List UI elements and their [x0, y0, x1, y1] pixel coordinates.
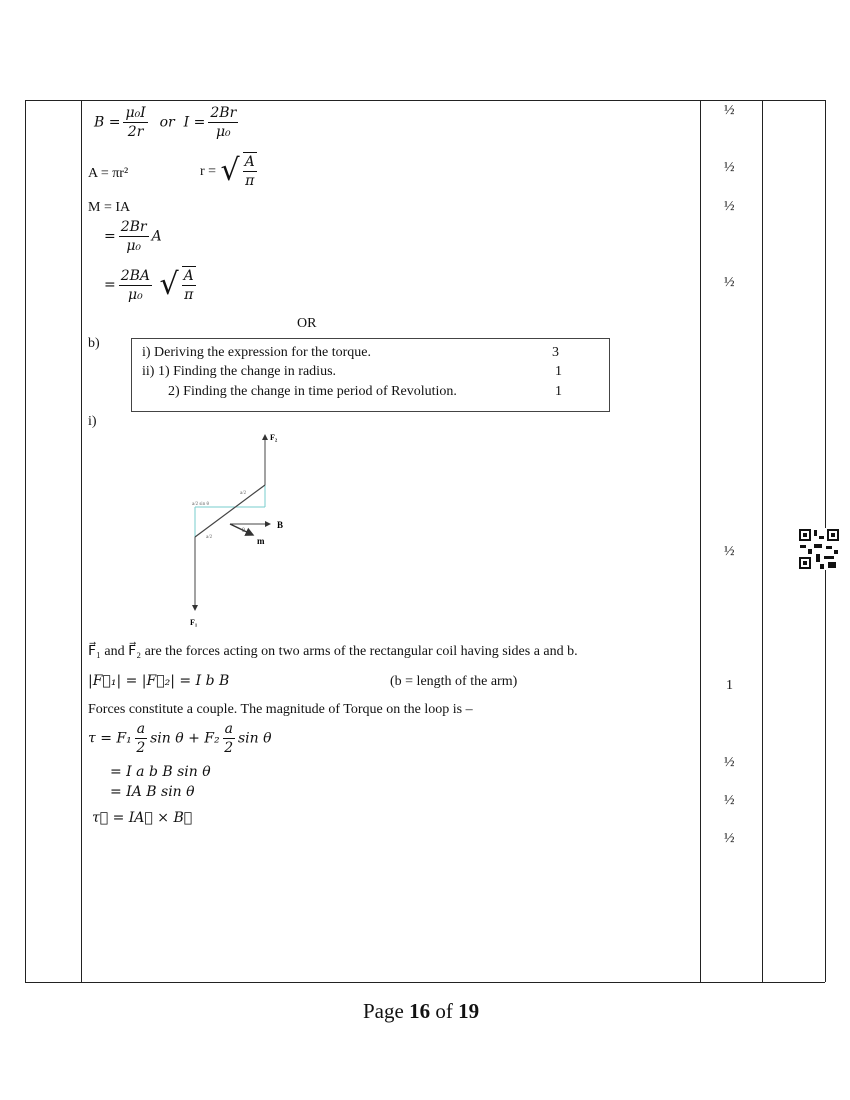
mark-value: ½: [724, 275, 735, 290]
force-magnitude-equation: |F⃗₁| = |F⃗₂| = I b B: [88, 673, 230, 689]
marking-scheme-box: [131, 338, 610, 412]
column-divider: [25, 100, 26, 982]
table-top-border: [25, 100, 825, 101]
theta-label: θ: [242, 528, 245, 534]
coil-side: [195, 485, 265, 537]
torque-diagram: [170, 420, 300, 635]
equation-b-field: B = $\frac{\text{μ₀I}}{2r}$ or I = $\frac{2Br}{\text{μ₀}}$: [94, 105, 237, 140]
equation-moment-step1: = $\frac{2Br}{\text{μ₀}}$ A: [104, 219, 162, 254]
a2sin-label: a/2 sin θ: [192, 502, 209, 507]
torque-step1: = I a b B sin θ: [110, 764, 211, 780]
torque-equation: τ = F₁ $\frac{a}{2}$ sin θ + F₂ $\frac{a}{2}$ sin θ: [88, 721, 272, 756]
page-footer: Page 16 of 19: [363, 999, 480, 1023]
mark-value: ½: [724, 199, 735, 214]
forces-description: F⃗₁ and F⃗₂ are the forces acting on two arms of the rectangular coil having sides a and b.: [88, 644, 578, 659]
mark-value: ½: [724, 755, 735, 770]
equation-area: A = πr²: [88, 166, 129, 181]
arm-length-note: (b = length of the arm): [390, 674, 518, 689]
couple-description: Forces constitute a couple. The magnitude of Torque on the loop is –: [88, 702, 473, 717]
column-divider: [81, 100, 82, 982]
torque-step2: = IA B sin θ: [110, 784, 195, 800]
equation-radius: r = √ $\frac{A}{\pi}$: [200, 153, 255, 189]
qr-code-icon: [798, 528, 840, 570]
torque-vector-equation: τ⃗ = IA⃗ × B⃗: [92, 810, 193, 826]
mark-value: ½: [724, 831, 735, 846]
mark-value: 1: [726, 678, 733, 693]
m-label: m: [257, 536, 265, 546]
column-divider: [700, 100, 701, 982]
mark-value: ½: [724, 544, 735, 559]
f2-label: F₂: [270, 433, 278, 442]
a2-label: a/2: [206, 535, 213, 540]
mark-value: ½: [724, 793, 735, 808]
mark-value: ½: [724, 103, 735, 118]
or-label: OR: [297, 316, 317, 331]
scheme-marks: 1: [555, 384, 562, 399]
equation-moment: M = IA: [88, 200, 131, 215]
mark-value: ½: [724, 160, 735, 175]
f1-label: F₁: [190, 618, 198, 627]
a2-label: a/2: [240, 491, 247, 496]
part-i-label: i): [88, 414, 97, 429]
part-b-label: b): [88, 336, 100, 351]
scheme-marks: 1: [555, 364, 562, 379]
scheme-item: ii) 1) Finding the change in radius.: [142, 364, 337, 379]
equation-moment-step2: = $\frac{2BA}{\text{μ₀}}$ √ $\frac{A}{\pi}$: [104, 267, 194, 303]
column-divider: [762, 100, 763, 982]
scheme-marks: 3: [552, 345, 559, 360]
b-label: B: [277, 520, 284, 530]
scheme-item: 2) Finding the change in time period of Revolution.: [168, 384, 457, 399]
table-bottom-border: [25, 982, 825, 983]
scheme-item: i) Deriving the expression for the torque.: [142, 345, 371, 360]
